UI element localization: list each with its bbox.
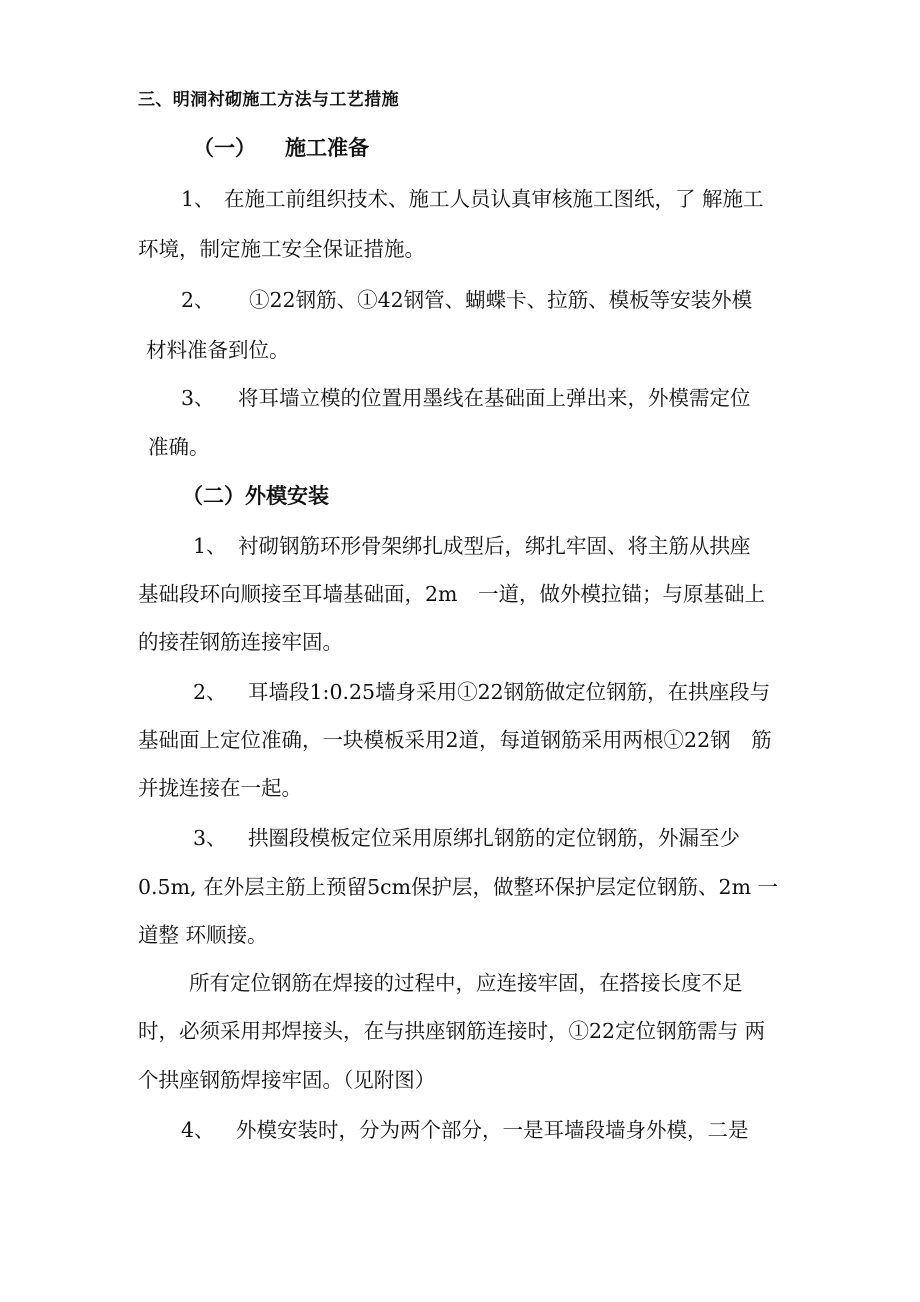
s2-item-1-line-2: 基础段环向顺接至耳墙基础面，2m 一道，做外模拉锚；与原基础上 [138, 582, 765, 606]
s2-item-1-line-3: 的接茬钢筋连接牢固。 [138, 630, 343, 654]
paragraph-line-2: 时，必须采用邦焊接头，在与拱座钢筋连接时，①22定位钢筋需与 两 [138, 1019, 766, 1043]
s2-item-3-line-2: 0.5m, 在外层主筋上预留5cm保护层，做整环保护层定位钢筋、2m 一 [138, 875, 779, 899]
item-1-line-1: 在施工前组织技术、施工人员认真审核施工图纸，了 解施工 [224, 187, 764, 211]
item-3-number: 3、 [181, 386, 215, 410]
s2-item-4-line-1: 外模安装时，分为两个部分，一是耳墙段墙身外模，二是 [236, 1118, 749, 1142]
s2-item-3-line-1: 拱圈段模板定位采用原绑扎钢筋的定位钢筋，外漏至少 [248, 826, 740, 850]
document-title: 三、明洞衬砌施工方法与工艺措施 [138, 90, 399, 110]
s2-item-2-line-2: 基础面上定位准确，一块模板采用2道，每道钢筋采用两根①22钢 筋 [138, 728, 772, 752]
section-2-heading: （二）外模安装 [182, 484, 329, 508]
s2-item-2-number: 2、 [193, 680, 227, 704]
s2-item-1-line-1: 衬砌钢筋环形骨架绑扎成型后，绑扎牢固、将主筋从拱座 [238, 534, 751, 558]
item-2-line-1: ①22钢筋、①42钢管、蝴蝶卡、拉筋、模板等安装外模 [249, 288, 753, 312]
item-1-number: 1、 [181, 187, 215, 211]
item-1-line-2: 环境，制定施工安全保证措施。 [138, 237, 425, 261]
s2-item-3-number: 3、 [193, 826, 227, 850]
s2-item-2-line-3: 并拢连接在一起。 [138, 776, 302, 800]
section-1-heading: 施工准备 [285, 136, 369, 160]
s2-item-2-line-1: 耳墙段1:0.25墙身采用①22钢筋做定位钢筋，在拱座段与 [248, 680, 771, 704]
section-1-number: （一） [193, 136, 256, 160]
s2-item-1-number: 1、 [193, 534, 227, 558]
item-3-line-1: 将耳墙立模的位置用墨线在基础面上弹出来，外模需定位 [238, 386, 751, 410]
item-3-line-2: 准确。 [148, 435, 210, 459]
item-2-number: 2、 [181, 288, 215, 312]
item-2-line-2: 材料准备到位。 [146, 338, 290, 362]
paragraph-line-1: 所有定位钢筋在焊接的过程中，应连接牢固，在搭接长度不足 [189, 971, 743, 995]
s2-item-4-number: 4、 [181, 1118, 215, 1142]
s2-item-3-line-3: 道整 环顺接。 [138, 923, 268, 947]
paragraph-line-3: 个拱座钢筋焊接牢固。（见附图） [138, 1068, 436, 1092]
